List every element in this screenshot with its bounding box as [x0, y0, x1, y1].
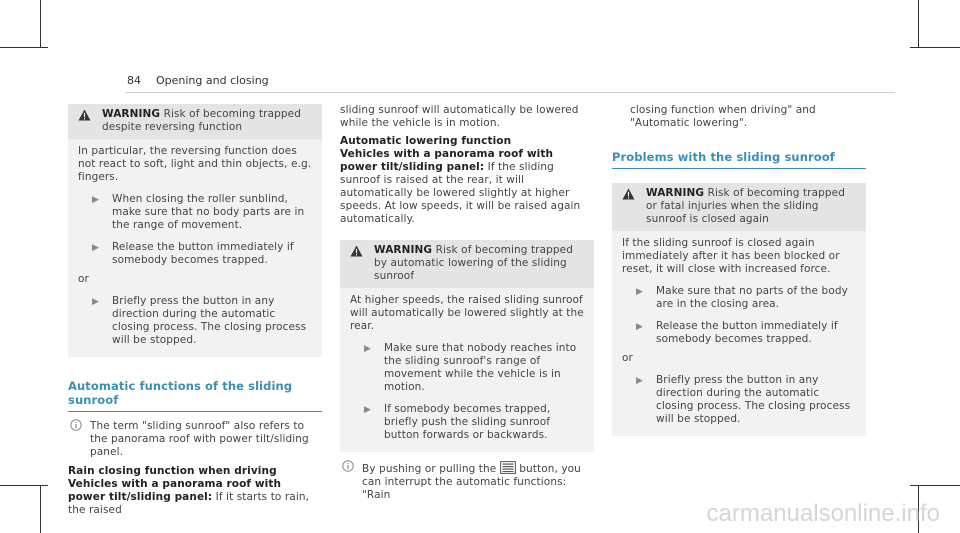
crop-mark — [910, 485, 960, 486]
arrow-right-icon: ▶ — [636, 322, 644, 332]
warning-title: WARNING — [374, 244, 433, 256]
watermark: carmanualsonline.info — [706, 500, 940, 527]
step-item: ▶ Make sure that nobody reaches into the sliding sunroof's range of movement while the vehicle is in motion. — [364, 342, 577, 393]
page-header — [127, 74, 269, 88]
warning-title: WARNING — [102, 108, 161, 120]
rain-text: If it starts to rain, the raised — [68, 491, 310, 516]
arrow-right-icon: ▶ — [636, 376, 644, 386]
warning-headline: Risk of becoming trapped or fatal injuries when the sliding sunroof is closed again — [646, 187, 845, 225]
section-heading: Problems with the sliding sunroof — [612, 150, 835, 164]
continuation-text: sliding sunroof will automatically be lowered while the vehicle is in motion. — [340, 104, 579, 129]
step-item: ▶ Briefly press the button in any direction during the automatic closing process. The closing process will be stopped. — [92, 295, 307, 346]
warning-intro: At higher speeds, the raised sliding sunroof will automatically be lowered slightly at the rear. — [350, 294, 584, 332]
warning-box — [340, 240, 594, 452]
warning-body — [340, 288, 594, 452]
crop-mark — [918, 0, 919, 48]
arrow-right-icon: ▶ — [92, 195, 100, 205]
arrow-right-icon: ▶ — [92, 243, 100, 253]
info-circle-icon — [342, 460, 354, 472]
step-item: ▶ Make sure that no parts of the body are in the closing area. — [636, 285, 848, 310]
step-item: ▶ Release the button immediately if somebody becomes trapped. — [92, 241, 294, 266]
rain-heading: Rain closing function when driving — [68, 465, 277, 477]
section-heading: Automatic functions of the sliding sunroof — [68, 379, 293, 407]
step-item: ▶ Briefly press the button in any direction during the automatic closing process. The closing process will be stopped. — [636, 374, 851, 425]
arrow-right-icon: ▶ — [364, 344, 372, 354]
warning-intro: If the sliding sunroof is closed again immediately after it has been blocked or reset, it will close with increased force. — [622, 237, 840, 275]
or-label: or — [78, 273, 89, 285]
crop-mark — [0, 485, 48, 486]
warning-box — [68, 104, 322, 357]
crop-mark — [40, 485, 41, 533]
warning-triangle-icon — [622, 188, 635, 200]
warning-header — [340, 240, 594, 288]
crop-mark — [0, 47, 48, 48]
warning-triangle-icon — [78, 109, 91, 121]
crop-mark — [910, 47, 960, 48]
arrow-right-icon: ▶ — [364, 405, 372, 415]
crop-mark — [40, 0, 41, 48]
warning-intro: In particular, the reversing function does not react to soft, light and thin objects, e.g. fingers. — [78, 145, 312, 183]
step-item: ▶ Release the button immediately if somebody becomes trapped. — [636, 320, 838, 345]
lowering-text: If the sliding sunroof is raised at the rear, it will automatically be lowered slightly at higher speeds. At low speeds, it will be raised again automatically. — [340, 161, 581, 225]
warning-header — [68, 104, 322, 139]
info-circle-icon — [70, 419, 82, 431]
column-3 — [612, 104, 866, 436]
step-item: ▶ When closing the roller sunblind, make sure that no body parts are in the range of movement. — [92, 193, 305, 231]
lowering-heading: Automatic lowering function — [340, 135, 512, 147]
warning-header — [612, 183, 866, 231]
lowering-subheading: Vehicles with a panorama roof with power tilt/sliding panel: — [340, 148, 554, 173]
continuation-text: closing function when driving" and "Automatic lowering". — [630, 104, 816, 129]
warning-headline: Risk of becoming trapped by automatic lowering of the sliding sunroof — [374, 244, 573, 282]
column-2 — [340, 104, 594, 502]
arrow-right-icon: ▶ — [92, 297, 100, 307]
warning-body — [68, 139, 322, 357]
sunroof-button-icon — [500, 461, 516, 474]
note: By pushing or pulling the button, you can interrupt the automatic functions: "Rain — [340, 461, 594, 502]
warning-body — [612, 231, 866, 436]
header-rule — [125, 92, 895, 93]
arrow-right-icon: ▶ — [636, 287, 644, 297]
step-item: ▶ If somebody becomes trapped, briefly push the sliding sunroof button forwards or backwards. — [364, 403, 551, 441]
warning-headline: Risk of becoming trapped despite reversing function — [102, 108, 301, 133]
note: The term "sliding sunroof" also refers to the panorama roof with power tilt/sliding panel. — [68, 420, 322, 459]
page-number: 84 — [127, 74, 141, 87]
column-1 — [68, 104, 322, 517]
or-label: or — [622, 352, 633, 364]
warning-title: WARNING — [646, 187, 705, 199]
warning-triangle-icon — [350, 245, 363, 257]
warning-box — [612, 183, 866, 436]
section-title: Opening and closing — [156, 74, 269, 87]
rain-subheading: Vehicles with a panorama roof with power tilt/sliding panel: — [68, 478, 282, 503]
